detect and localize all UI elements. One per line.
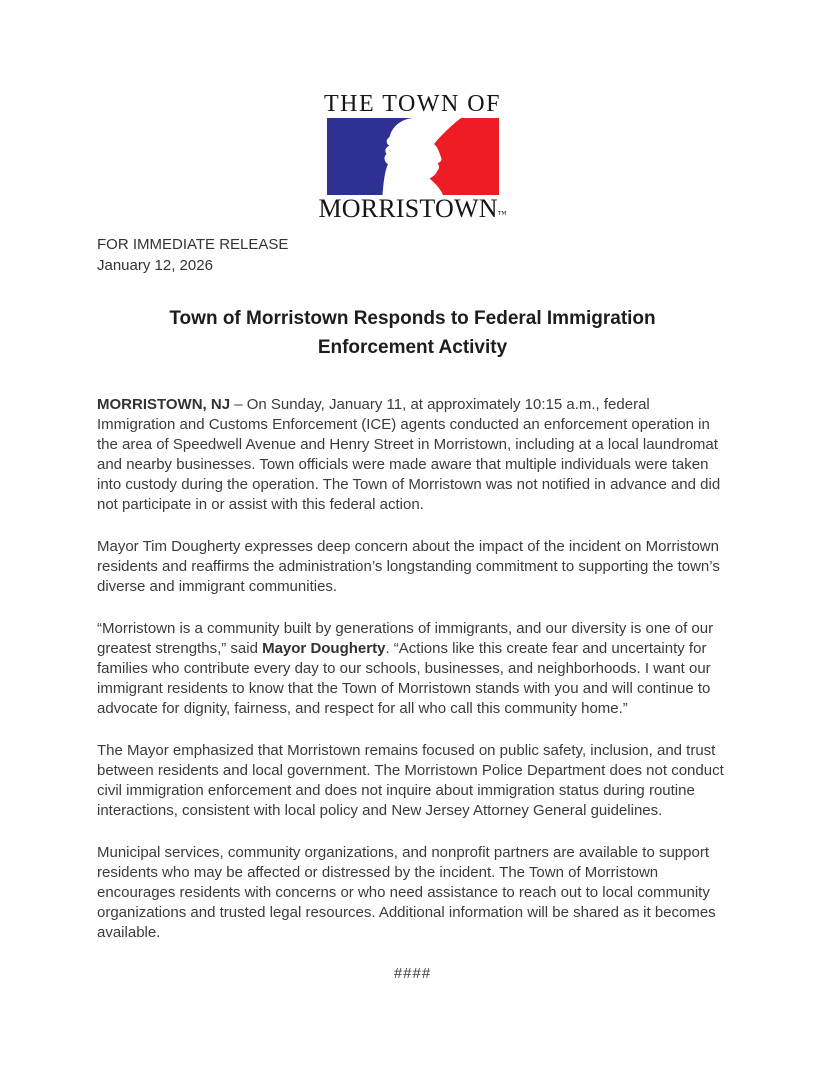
minuteman-silhouette-icon	[327, 118, 499, 195]
headline: Town of Morristown Responds to Federal Immigration Enforcement Activity	[169, 308, 656, 358]
mayor-name-bold: Mayor Dougherty	[262, 640, 386, 657]
logo-top-text: THE TOWN OF	[324, 91, 501, 117]
paragraph-text: – On Sunday, January 11, at approximately 10:15 a.m., federal Immigration and Customs Enforcement (ICE) agents conducted an enforcement operation in the area of Speedwell Avenue and Henry Street in Morristown, including at a local laundromat and nearby businesses. Town officials were made aware that multiple individuals were taken into custody during the operation. The Town of Morristown was not notified in advance and did not participate in or assist with this federal action.	[97, 396, 721, 513]
paragraph-text: Municipal services, community organizations, and nonprofit partners are available to support residents who may be affected or distressed by the incident. The Town of Morristown encourages residents with concerns or who need assistance to reach out to local community organizations and trusted legal resources. Additional information will be shared as it becomes available.	[97, 844, 716, 941]
logo-name-row	[0, 196, 825, 227]
logo-name-text: MORRISTOWN	[318, 194, 498, 223]
dateline-bold: MORRISTOWN, NJ	[97, 396, 231, 413]
paragraph-text: Mayor Tim Dougherty expresses deep concern about the impact of the incident on Morristown residents and reaffirms the administration’s longstanding commitment to supporting the town’s diverse and immigrant communities.	[97, 538, 720, 595]
body-paragraph-1	[97, 395, 728, 515]
body-paragraph-5	[97, 843, 728, 943]
quote-continuation: . “Actions like this create fear and uncertainty for families who contribute every day to our schools, businesses, and neighborhoods. I want our immigrant residents to know that the Town of Morristown stands with you and will continue to advocate for dignity, fairness, and respect for all who call this community home.”	[97, 640, 711, 717]
trademark-symbol: ™	[497, 209, 507, 219]
body-paragraph-3	[97, 619, 728, 719]
release-date: January 12, 2026	[97, 257, 213, 274]
paragraph-text: The Mayor emphasized that Morristown remains focused on public safety, inclusion, and trust between residents and local government. The Morristown Police Department does not conduct civil immigration enforcement and does not inquire about immigration status during routine interactions, consistent with local policy and New Jersey Attorney General guidelines.	[97, 742, 724, 819]
body-paragraph-4	[97, 741, 728, 821]
body-paragraph-2	[97, 537, 728, 597]
for-immediate-release-line: FOR IMMEDIATE RELEASE	[97, 236, 289, 253]
press-release-end-mark: ####	[393, 965, 432, 982]
town-logo	[0, 0, 825, 227]
press-release-body	[97, 395, 728, 943]
quote-lead: “Morristown is a community built by generations of immigrants, and our diversity is one of our greatest strengths,” said	[97, 620, 714, 657]
release-meta	[97, 234, 728, 276]
